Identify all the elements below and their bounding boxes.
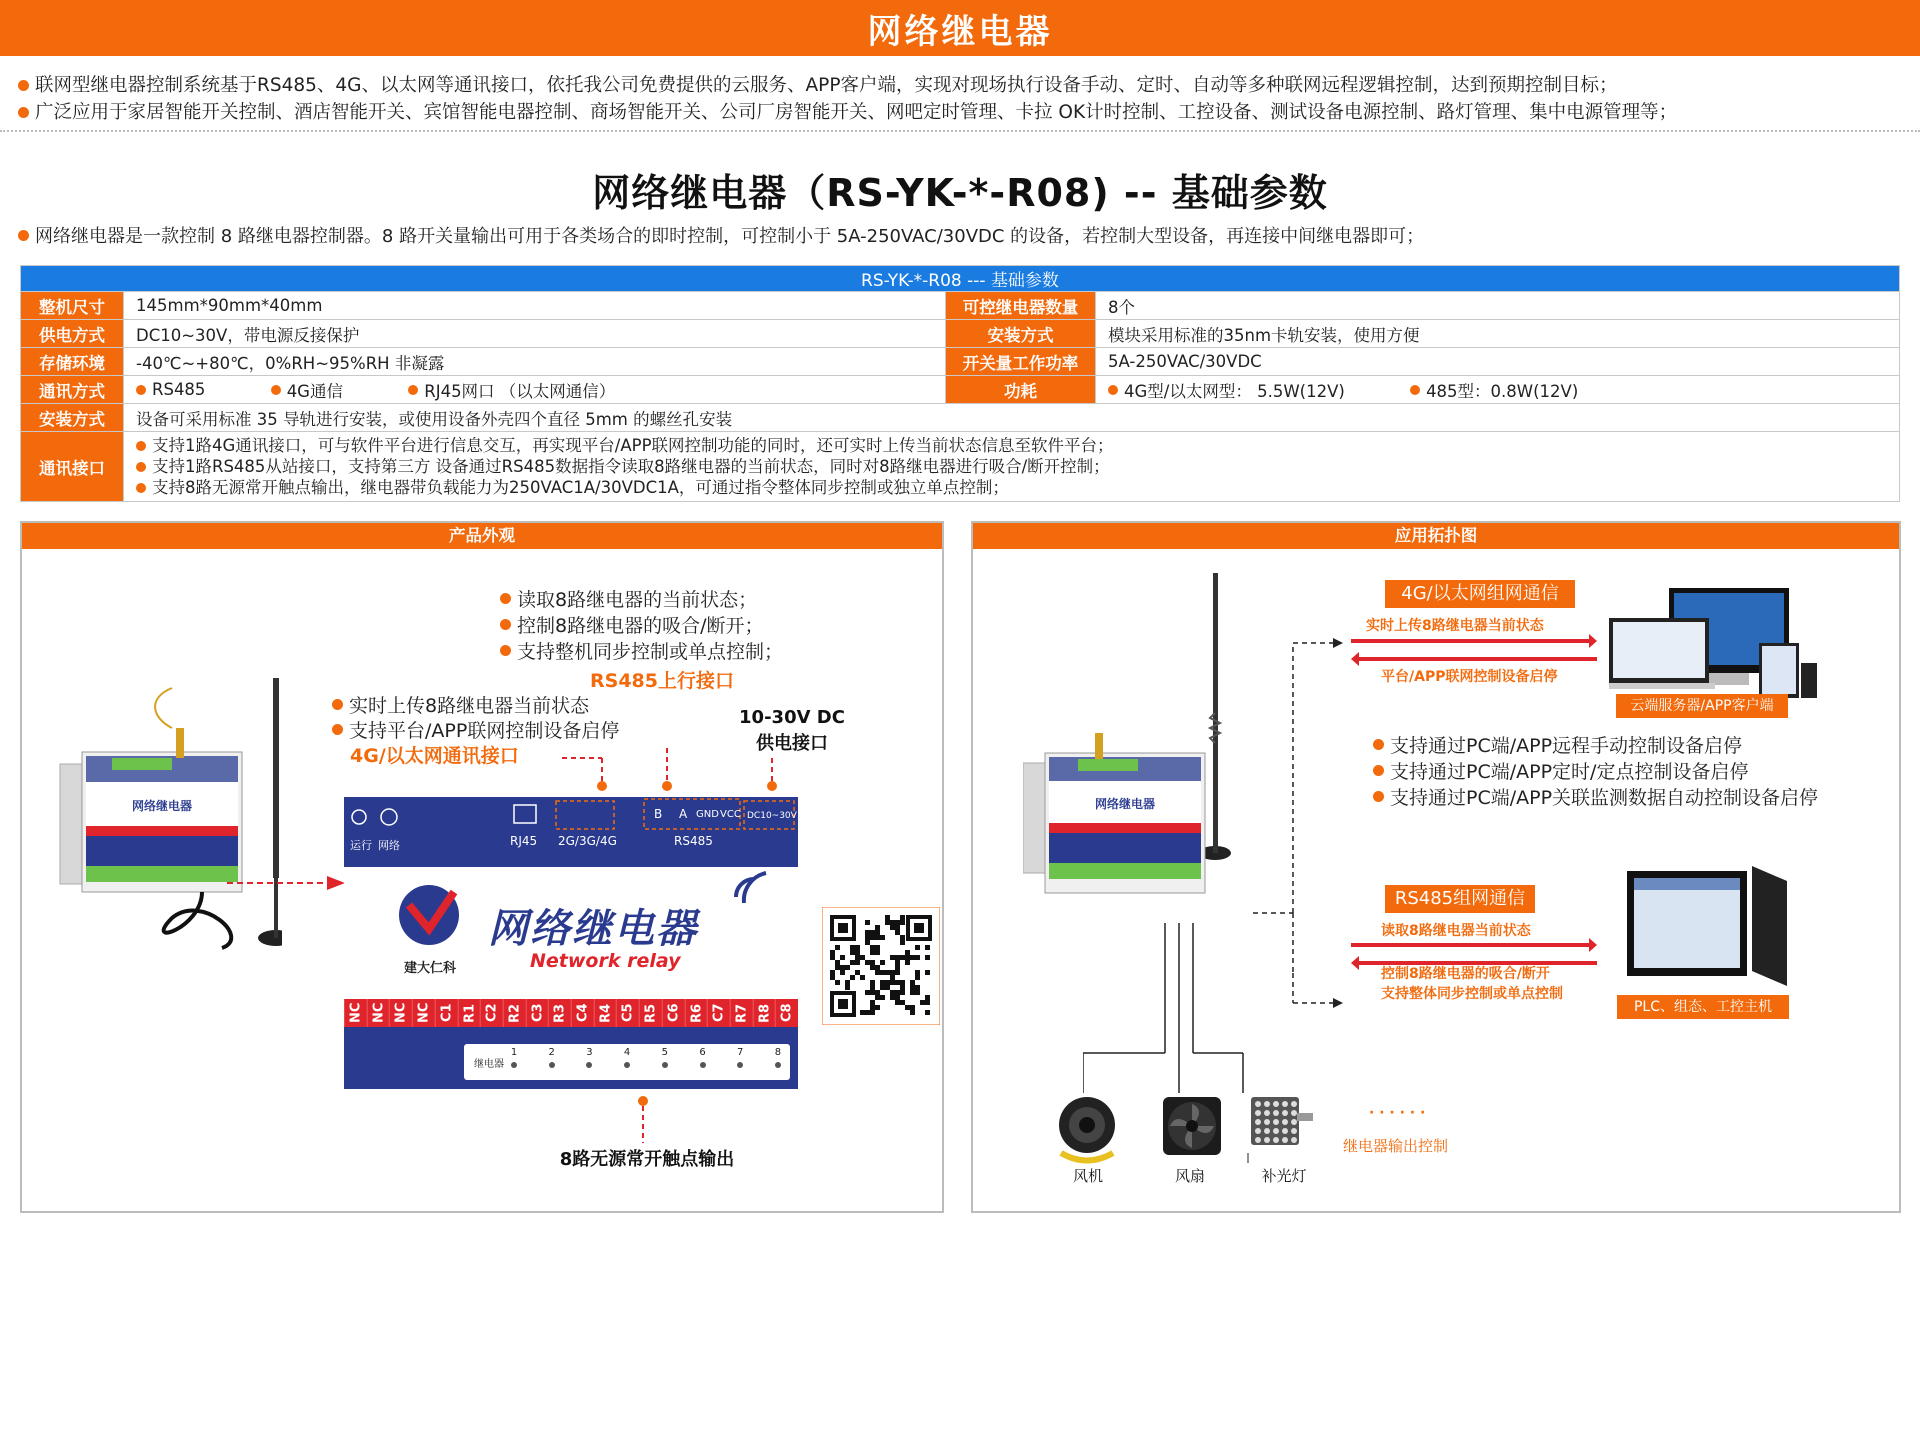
power-values [1096,376,1900,404]
rs485-feature [500,611,764,638]
power-item-text: 485型：0.8W(12V) [1426,381,1579,401]
bullet-icon [136,462,146,472]
terminal-label: R4 [594,999,617,1027]
rs485-comm-box: RS485组网通信 [1385,885,1535,913]
net-comm-box: 4G/以太网组网通信 [1385,580,1575,608]
feature-text: 控制8路继电器的吸合/断开； [517,615,764,637]
bullet-icon [1373,739,1384,750]
power-item-text: 4G型/以太网型： 5.5W(12V) [1124,381,1345,401]
terminal-label: NC [344,999,367,1027]
table-row [21,320,1900,348]
relay-led [617,1047,637,1077]
terminal-label: R5 [639,999,662,1027]
net-led-label: 网络 [378,839,400,852]
param-label: 通讯接口 [21,432,124,502]
feature-text: 支持通过PC端/APP定时/定点控制设备启停 [1390,761,1749,783]
brand-cn: 网络继电器 [488,906,698,952]
relay-led [655,1047,675,1077]
rs485-control-label-1: 控制8路继电器的吸合/断开 [1381,966,1550,982]
cloud-server-box: 云端服务器/APP客户端 [1616,694,1788,718]
company-name: 建大仁科 [404,961,457,976]
iface-item [136,435,1887,456]
description-text: 网络继电器是一款控制 8 路继电器控制器。8 路开关量输出可用于各类场合的即时控制，可控制小于 5A-250VAC/30VDC 的设备，若控制大型设备，再连接中间继电器即可； [35,226,1425,247]
panel-title: 应用拓扑图 [973,523,1899,549]
pin-a: A [679,807,688,821]
page-title: 网络继电器（RS-YK-*-R08) -- 基础参数 [592,171,1328,215]
comm-item [271,378,343,402]
rs485-feature [500,637,783,664]
device-label-blower: 风机 [1072,1167,1103,1185]
relay-output-label: 8路无源常开触点输出 [559,1149,735,1170]
relay-led [579,1047,599,1077]
iface-item-text: 支持1路RS485从站接口，支持第三方 设备通过RS485数据指令读取8路继电器的当前状态，同时对8路继电器进行吸合/断开控制； [152,457,1110,476]
param-value: -40℃~+80℃，0%RH~95%RH 非凝露 [124,348,946,376]
intro-text: 联网型继电器控制系统基于RS485、4G、以太网等通讯接口，依托我公司免费提供的云服务、APP客户端，实现对现场执行设备手动、定时、自动等多种联网远程逻辑控制，达到预期控制目标； [35,75,1618,96]
param-label: 可控继电器数量 [946,292,1096,320]
table-row [21,292,1900,320]
relay-led [542,1047,562,1077]
terminal-label: C7 [707,999,730,1027]
comm-item-text: RJ45网口 （以太网通信） [424,381,616,401]
terminal-label: NC [367,999,390,1027]
device-face [344,797,798,1089]
bullet-icon [18,107,29,118]
pin-gnd: GND [696,809,719,820]
bullet-icon [1410,385,1420,395]
fill-light-icon [1249,1093,1317,1157]
bullet-icon [1373,791,1384,802]
terminal-label: NC [389,999,412,1027]
rs485-port-label: RS485上行接口 [590,670,734,692]
pin-b: B [654,807,663,821]
power-item [1108,378,1345,402]
param-label: 安装方式 [21,404,124,432]
rs485-feature [500,585,757,612]
led-indicator-icon [624,1062,630,1068]
terminal-label: NC [412,999,435,1027]
param-value: 设备可采用标准 35 导轨进行安装，或使用设备外壳四个直径 5mm 的螺丝孔安装 [124,404,1900,432]
relay-number: 4 [623,1047,631,1058]
terminal-label: R6 [685,999,708,1027]
param-label: 通讯方式 [21,376,124,404]
bullet-icon [18,230,29,241]
net-control-label: 平台/APP联网控制设备启停 [1381,669,1558,685]
comm-item [408,378,615,402]
param-value: 145mm*90mm*40mm [124,292,946,320]
bullet-icon [136,483,146,493]
terminal-label: R2 [503,999,526,1027]
feature-text: 支持平台/APP联网控制设备启停 [349,720,620,742]
svg-text:网络继电器: 网络继电器 [131,799,193,813]
bullet-icon [1108,385,1118,395]
relay-led [693,1047,713,1077]
dc-label: DC10~30V [747,811,797,821]
brand-en: Network relay [530,950,681,972]
bullet-icon [1373,765,1384,776]
led-indicator-icon [700,1062,706,1068]
terminal-label: C3 [526,999,549,1027]
terminal-label: R3 [548,999,571,1027]
bullet-icon [18,80,29,91]
feature-text: 支持通过PC端/APP关联监测数据自动控制设备启停 [1390,787,1819,809]
feature-text: 支持整机同步控制或单点控制； [517,641,784,663]
iface-item-text: 支持8路无源常开触点输出，继电器带负载能力为250VAC1A/30VDC1A，可通过指令整体同步控制或独立单点控制； [152,478,1009,497]
relay-number: 1 [510,1047,518,1058]
feature-text: 实时上传8路继电器当前状态 [349,695,590,717]
net-feature [1373,731,1742,758]
relay-strip-label: 继电器 [474,1059,504,1070]
rs485-control-label-2: 支持整体同步控制或单点控制 [1381,986,1563,1002]
banner-title: 网络继电器 [867,11,1053,52]
relay-number: 3 [586,1047,593,1058]
bullet-icon [136,385,146,395]
param-label: 供电方式 [21,320,124,348]
bullet-icon [271,385,281,395]
relay-output-control-label: 继电器输出控制 [1343,1137,1449,1155]
relay-led-row [504,1047,788,1077]
feature-text: 支持通过PC端/APP远程手动控制设备启停 [1390,735,1743,757]
table-row [21,348,1900,376]
led-indicator-icon [549,1062,555,1068]
iface-item [136,456,1887,477]
led-indicator-icon [662,1062,668,1068]
power-item [1410,378,1578,402]
ellipsis: · · · · · · [1369,1105,1426,1121]
bullet-icon [408,385,418,395]
table-header-row [21,266,1900,292]
relay-output-wires [1083,923,1253,1103]
divider [0,130,1920,132]
intro [18,72,1908,126]
product-appearance-panel [20,521,944,1213]
relay-number: 2 [548,1047,555,1058]
iface-item-text: 支持1路4G通讯接口，可与软件平台进行信息交互，再实现平台/APP联网控制功能的同时，还可实时上传当前状态信息至软件平台； [152,436,1114,455]
top-banner [0,0,1920,56]
output-leader [637,1093,649,1153]
comm-item-text: RS485 [152,380,206,399]
bullet-icon [332,699,343,710]
relay-number: 8 [774,1047,782,1058]
intro-text: 广泛应用于家居智能开关控制、酒店智能开关、宾馆智能电器控制、商场智能开关、公司厂房智能开关、网吧定时管理、卡拉 OK计时控制、工控设备、测试设备电源控制、路灯管理、集中电源管理等； [35,102,1678,123]
bullet-icon [500,645,511,656]
iface-item [136,477,1887,498]
relay-number: 6 [699,1047,706,1058]
arrow-connector [227,873,347,893]
device-label-light: 补光灯 [1261,1167,1307,1185]
rs485-read-label: 读取8路继电器当前状态 [1381,923,1531,939]
table-row [21,404,1900,432]
terminal-label: C1 [435,999,458,1027]
led-indicator-icon [775,1062,781,1068]
terminal-label: C2 [480,999,503,1027]
topology-panel [971,521,1901,1213]
param-label: 功耗 [946,376,1096,404]
relay-number: 5 [661,1047,668,1058]
param-value: 8个 [1096,292,1900,320]
intro-line [18,99,1908,126]
table-row [21,376,1900,404]
param-value: DC10~30V，带电源反接保护 [124,320,946,348]
params-table [20,265,1900,502]
relay-led [504,1047,524,1077]
net-upload-label: 实时上传8路继电器当前状态 [1366,618,1544,634]
terminal-label: C4 [571,999,594,1027]
net-feature [1373,783,1818,810]
fan-icon [1161,1095,1223,1157]
cloud-devices-icon [1609,588,1819,708]
relay-led [730,1047,750,1077]
intro-line [18,72,1908,99]
feature-text: 读取8路继电器的当前状态； [517,589,758,611]
cellular-label: 2G/3G/4G [558,834,617,848]
run-label: 运行 [350,839,372,852]
plc-panel-icon [1627,866,1797,991]
device-label-fan: 风扇 [1174,1167,1205,1185]
relay-number: 7 [737,1047,744,1058]
terminal-label: R1 [458,999,481,1027]
terminal-label: C6 [662,999,685,1027]
iface-values [124,432,1900,502]
pin-vcc: VCC [720,809,741,820]
param-label: 整机尺寸 [21,292,124,320]
terminal-label: R8 [753,999,776,1027]
qr-code [822,907,940,1025]
terminal-strip [344,999,798,1027]
svg-text:网络继电器: 网络继电器 [1094,797,1156,811]
table-row [21,432,1900,502]
param-value: 5A-250VAC/30VDC [1096,348,1900,376]
bullet-icon [500,593,511,604]
panel-title: 产品外观 [22,523,942,549]
bullet-icon [136,441,146,451]
terminal-label: C5 [616,999,639,1027]
table-header: RS-YK-*-R08 --- 基础参数 [21,266,1900,292]
device-photo [52,678,282,958]
rj45-label: RJ45 [510,834,538,848]
led-indicator-icon [737,1062,743,1068]
terminal-label: R7 [730,999,753,1027]
rs485-face-label: RS485 [674,834,713,848]
param-label: 开关量工作功率 [946,348,1096,376]
plc-box: PLC、组态、工控主机 [1617,995,1789,1019]
description [18,222,1908,248]
power-port-label-2: 供电接口 [756,733,828,754]
bullet-icon [500,619,511,630]
bullet-icon [332,724,343,735]
net-port-label: 4G/以太网通讯接口 [350,745,519,767]
power-port-label-1: 10-30V DC [739,707,845,728]
blower-icon [1053,1093,1125,1165]
comm-values [124,376,946,404]
param-label: 安装方式 [946,320,1096,348]
param-value: 模块采用标准的35nm卡轨安装，使用方便 [1096,320,1900,348]
net-arrows [1351,633,1597,669]
net-feature [332,691,589,718]
terminal-label: C8 [775,999,798,1027]
param-label: 存储环境 [21,348,124,376]
led-indicator-icon [586,1062,592,1068]
led-indicator-icon [511,1062,517,1068]
net-feature [1373,757,1748,784]
port-leader-lines [522,738,822,798]
comm-item [136,380,205,399]
relay-led [768,1047,788,1077]
comm-item-text: 4G通信 [286,381,343,401]
